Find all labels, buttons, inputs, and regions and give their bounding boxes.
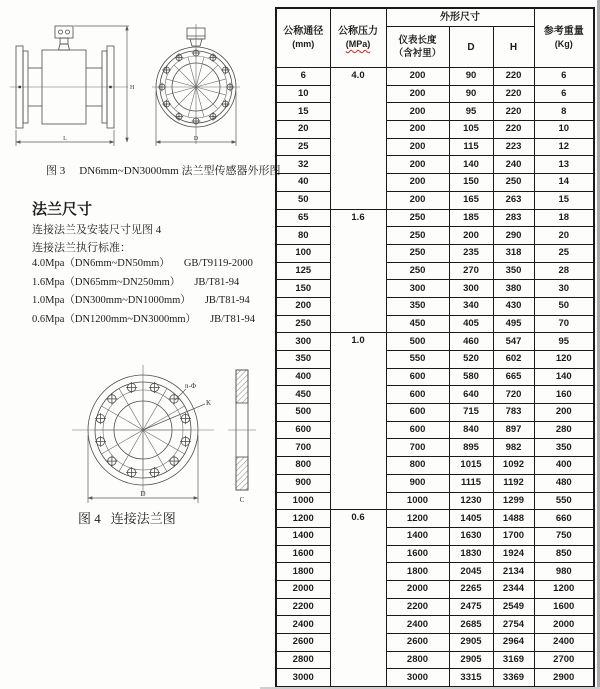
figure3-title: DN6mm~DN3000mm 法兰型传感器外形图: [79, 165, 281, 177]
table-row: [276, 333, 594, 351]
figure4-title: 连接法兰图: [110, 511, 176, 526]
cell-value: 250: [386, 227, 449, 245]
cell-value: 550: [386, 351, 449, 369]
figure3-caption: [46, 162, 280, 178]
cell-value: 2800: [386, 651, 449, 669]
cell-dn: 80: [276, 227, 330, 245]
cell-value: 715: [449, 404, 493, 422]
cell-value: 200: [386, 85, 449, 103]
cell-dn: 2600: [276, 634, 330, 652]
cell-value: 200: [386, 103, 449, 121]
cell-value: 3369: [493, 669, 534, 687]
table-row: [276, 227, 594, 245]
header-dn: 公称通径 (mm): [276, 8, 330, 68]
cell-value: 13: [534, 156, 594, 174]
cell-dn: 150: [276, 280, 330, 298]
table-row: [276, 280, 594, 298]
table-row: [276, 492, 594, 510]
cell-value: 2475: [449, 598, 493, 616]
cell-value: 290: [493, 227, 534, 245]
cell-value: 897: [493, 421, 534, 439]
table-row: [276, 439, 594, 457]
table-row: [276, 669, 594, 687]
flange-thickness-label: C: [239, 496, 245, 504]
cell-value: 450: [386, 315, 449, 333]
cell-value: 10: [534, 121, 594, 139]
cell-value: 2400: [386, 616, 449, 634]
cell-value: 600: [386, 386, 449, 404]
cell-dn: 400: [276, 368, 330, 386]
cell-value: 200: [386, 138, 449, 156]
cell-value: 1800: [386, 563, 449, 581]
table-row: [276, 421, 594, 439]
cell-value: 700: [386, 439, 449, 457]
cell-value: 270: [449, 262, 493, 280]
table-row: [276, 85, 594, 103]
cell-pressure: 4.0: [330, 68, 386, 210]
cell-dn: 15: [276, 103, 330, 121]
cell-dn: 50: [276, 191, 330, 209]
cell-dn: 800: [276, 457, 330, 475]
cell-value: 3169: [493, 651, 534, 669]
cell-value: 840: [449, 421, 493, 439]
cell-value: 720: [493, 386, 534, 404]
cell-value: 380: [493, 280, 534, 298]
cell-dn: 600: [276, 421, 330, 439]
cell-value: 140: [534, 368, 594, 386]
cell-dn: 10: [276, 85, 330, 103]
header-h: H: [493, 27, 534, 68]
table-row: [276, 386, 594, 404]
cell-value: 318: [493, 244, 534, 262]
flange-front-view: [72, 365, 214, 503]
cell-value: 480: [534, 474, 594, 492]
cell-value: 2000: [386, 580, 449, 598]
cell-value: 400: [534, 457, 594, 475]
table-row: [276, 580, 594, 598]
cell-value: 120: [534, 351, 594, 369]
figure3-number: 图 3: [46, 165, 66, 177]
cell-value: 405: [449, 315, 493, 333]
cell-value: 6: [534, 85, 594, 103]
flange-size-heading: 法兰尺寸: [32, 202, 93, 218]
cell-dn: 3000: [276, 669, 330, 687]
cell-value: 90: [449, 85, 493, 103]
cell-value: 600: [386, 421, 449, 439]
cell-value: 1630: [449, 527, 493, 545]
cell-value: 1092: [493, 457, 534, 475]
cell-value: 2900: [534, 669, 594, 687]
cell-value: 200: [386, 174, 449, 192]
cell-pressure: 1.0: [330, 333, 386, 510]
table-row: [276, 651, 594, 669]
cell-value: 750: [534, 527, 594, 545]
left-panel: [0, 0, 281, 689]
cell-dn: 350: [276, 351, 330, 369]
side-view: [10, 26, 135, 146]
spec-table-panel: [275, 7, 595, 688]
cell-value: 200: [534, 404, 594, 422]
cell-value: 220: [493, 68, 534, 86]
flange-note-1: 连接法兰及安装尺寸见图 4: [32, 224, 162, 236]
cell-value: 220: [493, 103, 534, 121]
cell-value: 300: [449, 280, 493, 298]
cell-value: 250: [386, 262, 449, 280]
table-row: [276, 244, 594, 262]
cell-dn: 6: [276, 68, 330, 86]
cell-dn: 1200: [276, 510, 330, 528]
cell-value: 1299: [493, 492, 534, 510]
cell-value: 2600: [386, 634, 449, 652]
standard-item: 1.6Mpa（DN65mm~DN250mm） JB/T81-94: [32, 276, 240, 288]
cell-value: 95: [534, 333, 594, 351]
cell-value: 165: [449, 191, 493, 209]
cell-value: 150: [449, 174, 493, 192]
cell-value: 3000: [386, 669, 449, 687]
cell-value: 900: [386, 474, 449, 492]
cell-value: 2549: [493, 598, 534, 616]
cell-value: 602: [493, 351, 534, 369]
cell-value: 2754: [493, 616, 534, 634]
flange-diameter-label: D: [140, 490, 146, 498]
table-row: [276, 404, 594, 422]
cell-value: 1115: [449, 474, 493, 492]
cell-pressure: 1.6: [330, 209, 386, 333]
cell-value: 1192: [493, 474, 534, 492]
cell-value: 235: [449, 244, 493, 262]
cell-value: 250: [386, 209, 449, 227]
cell-value: 350: [534, 439, 594, 457]
cell-dn: 500: [276, 404, 330, 422]
cell-value: 14: [534, 174, 594, 192]
table-row: [276, 262, 594, 280]
cell-pressure: 0.6: [330, 510, 386, 687]
cell-value: 495: [493, 315, 534, 333]
cell-dn: 300: [276, 333, 330, 351]
cell-value: 70: [534, 315, 594, 333]
cell-value: 1200: [534, 580, 594, 598]
cell-value: 600: [386, 404, 449, 422]
cell-dn: 125: [276, 262, 330, 280]
cell-value: 800: [386, 457, 449, 475]
table-row: [276, 297, 594, 315]
table-row: [276, 510, 594, 528]
cell-dn: 1600: [276, 545, 330, 563]
cell-value: 12: [534, 138, 594, 156]
table-row: [276, 156, 594, 174]
cell-value: 115: [449, 138, 493, 156]
flange-section-view: [228, 370, 256, 504]
table-row: [276, 174, 594, 192]
cell-value: 350: [493, 262, 534, 280]
standard-item: 4.0Mpa（DN6mm~DN50mm） GB/T9119-2000: [32, 258, 253, 269]
cell-dn: 2000: [276, 580, 330, 598]
cell-value: 250: [386, 244, 449, 262]
table-row: [276, 209, 594, 227]
cell-value: 8: [534, 103, 594, 121]
cell-value: 105: [449, 121, 493, 139]
cell-value: 25: [534, 244, 594, 262]
table-row: [276, 191, 594, 209]
cell-value: 1000: [386, 492, 449, 510]
table-row: [276, 315, 594, 333]
cell-value: 550: [534, 492, 594, 510]
cell-value: 895: [449, 439, 493, 457]
cell-value: 240: [493, 156, 534, 174]
header-dimensions: 外形尺寸: [386, 8, 534, 27]
table-row: [276, 368, 594, 386]
figure4-flange-drawing: [28, 345, 260, 513]
cell-value: 200: [386, 121, 449, 139]
front-view: [152, 24, 240, 146]
cell-value: 1700: [493, 527, 534, 545]
cell-value: 1924: [493, 545, 534, 563]
cell-value: 547: [493, 333, 534, 351]
cell-value: 200: [449, 227, 493, 245]
cell-value: 520: [449, 351, 493, 369]
cell-value: 200: [386, 156, 449, 174]
cell-value: 283: [493, 209, 534, 227]
cell-value: 185: [449, 209, 493, 227]
cell-dn: 65: [276, 209, 330, 227]
cell-dn: 40: [276, 174, 330, 192]
table-row: [276, 457, 594, 475]
cell-value: 223: [493, 138, 534, 156]
cell-value: 18: [534, 209, 594, 227]
cell-dn: 100: [276, 244, 330, 262]
cell-value: 980: [534, 563, 594, 581]
cell-dn: 20: [276, 121, 330, 139]
cell-value: 2265: [449, 580, 493, 598]
cell-value: 430: [493, 297, 534, 315]
cell-value: 90: [449, 68, 493, 86]
cell-value: 1015: [449, 457, 493, 475]
cell-value: 2685: [449, 616, 493, 634]
cell-value: 280: [534, 421, 594, 439]
cell-value: 140: [449, 156, 493, 174]
cell-dn: 1800: [276, 563, 330, 581]
cell-dn: 900: [276, 474, 330, 492]
table-row: [276, 563, 594, 581]
cell-value: 1488: [493, 510, 534, 528]
table-row: [276, 598, 594, 616]
cell-value: 460: [449, 333, 493, 351]
cell-value: 783: [493, 404, 534, 422]
table-row: [276, 103, 594, 121]
cell-dn: 1000: [276, 492, 330, 510]
table-row: [276, 634, 594, 652]
flange-standards-list: [32, 255, 255, 329]
cell-value: 200: [386, 68, 449, 86]
cell-value: 200: [386, 191, 449, 209]
cell-value: 160: [534, 386, 594, 404]
figure3-sensor-drawing: [6, 6, 266, 158]
dim-label-L: L: [63, 136, 67, 142]
table-row: [276, 68, 594, 86]
cell-value: 250: [493, 174, 534, 192]
cell-value: 15: [534, 191, 594, 209]
cell-value: 220: [493, 85, 534, 103]
standard-item: 0.6Mpa（DN1200mm~DN3000mm） JB/T81-94: [32, 313, 255, 325]
cell-dn: 2200: [276, 598, 330, 616]
cell-value: 300: [386, 280, 449, 298]
cell-value: 28: [534, 262, 594, 280]
cell-value: 850: [534, 545, 594, 563]
cell-value: 665: [493, 368, 534, 386]
header-pressure: 公称压力 (MPa): [330, 8, 386, 68]
cell-value: 1230: [449, 492, 493, 510]
cell-value: 640: [449, 386, 493, 404]
cell-value: 3315: [449, 669, 493, 687]
cell-value: 2000: [534, 616, 594, 634]
table-row: [276, 351, 594, 369]
cell-value: 220: [493, 121, 534, 139]
cell-dn: 1400: [276, 527, 330, 545]
cell-value: 1200: [386, 510, 449, 528]
table-row: [276, 138, 594, 156]
converter-box-icon: [55, 26, 73, 50]
cell-value: 660: [534, 510, 594, 528]
cell-value: 263: [493, 191, 534, 209]
cell-value: 1600: [534, 598, 594, 616]
cell-value: 340: [449, 297, 493, 315]
spec-table-body: [276, 68, 594, 688]
cell-value: 600: [386, 368, 449, 386]
cell-dn: 250: [276, 315, 330, 333]
figure4-caption: [78, 508, 176, 527]
cell-dn: 25: [276, 138, 330, 156]
bolt-count-label: n-Φ: [185, 382, 196, 390]
cell-value: 2905: [449, 634, 493, 652]
cell-dn: 2800: [276, 651, 330, 669]
cell-value: 580: [449, 368, 493, 386]
header-d: D: [449, 27, 493, 68]
table-row: [276, 474, 594, 492]
cell-dn: 450: [276, 386, 330, 404]
cell-value: 2905: [449, 651, 493, 669]
dim-label-D: D: [193, 136, 199, 142]
cell-value: 2045: [449, 563, 493, 581]
cell-dn: 32: [276, 156, 330, 174]
cell-value: 982: [493, 439, 534, 457]
cell-value: 1400: [386, 527, 449, 545]
cell-value: 1405: [449, 510, 493, 528]
cell-value: 50: [534, 297, 594, 315]
cell-dn: 700: [276, 439, 330, 457]
cell-dn: 200: [276, 297, 330, 315]
cell-value: 6: [534, 68, 594, 86]
header-weight: 参考重量 (Kg): [534, 8, 594, 68]
cell-value: 1830: [449, 545, 493, 563]
cell-dn: 2400: [276, 616, 330, 634]
cell-value: 2134: [493, 563, 534, 581]
standard-item: 1.0Mpa（DN300mm~DN1000mm） JB/T81-94: [32, 295, 250, 306]
flange-note-2: 连接法兰执行标准：: [32, 242, 131, 254]
figure4-number: 图 4: [78, 511, 101, 526]
dim-label-H: H: [130, 85, 135, 91]
table-row: [276, 616, 594, 634]
table-row: [276, 121, 594, 139]
cell-value: 500: [386, 333, 449, 351]
dimension-spec-table: [275, 7, 595, 688]
cell-value: 2700: [534, 651, 594, 669]
cell-value: 95: [449, 103, 493, 121]
table-row: [276, 527, 594, 545]
header-meter-length: 仪表长度 （含衬里）: [386, 27, 449, 68]
cell-value: 2964: [493, 634, 534, 652]
bolt-circle-label: K: [206, 399, 212, 407]
cell-value: 2344: [493, 580, 534, 598]
cell-value: 1600: [386, 545, 449, 563]
cell-value: 30: [534, 280, 594, 298]
cell-value: 350: [386, 297, 449, 315]
cell-value: 2400: [534, 634, 594, 652]
table-row: [276, 545, 594, 563]
cell-value: 2200: [386, 598, 449, 616]
cell-value: 20: [534, 227, 594, 245]
